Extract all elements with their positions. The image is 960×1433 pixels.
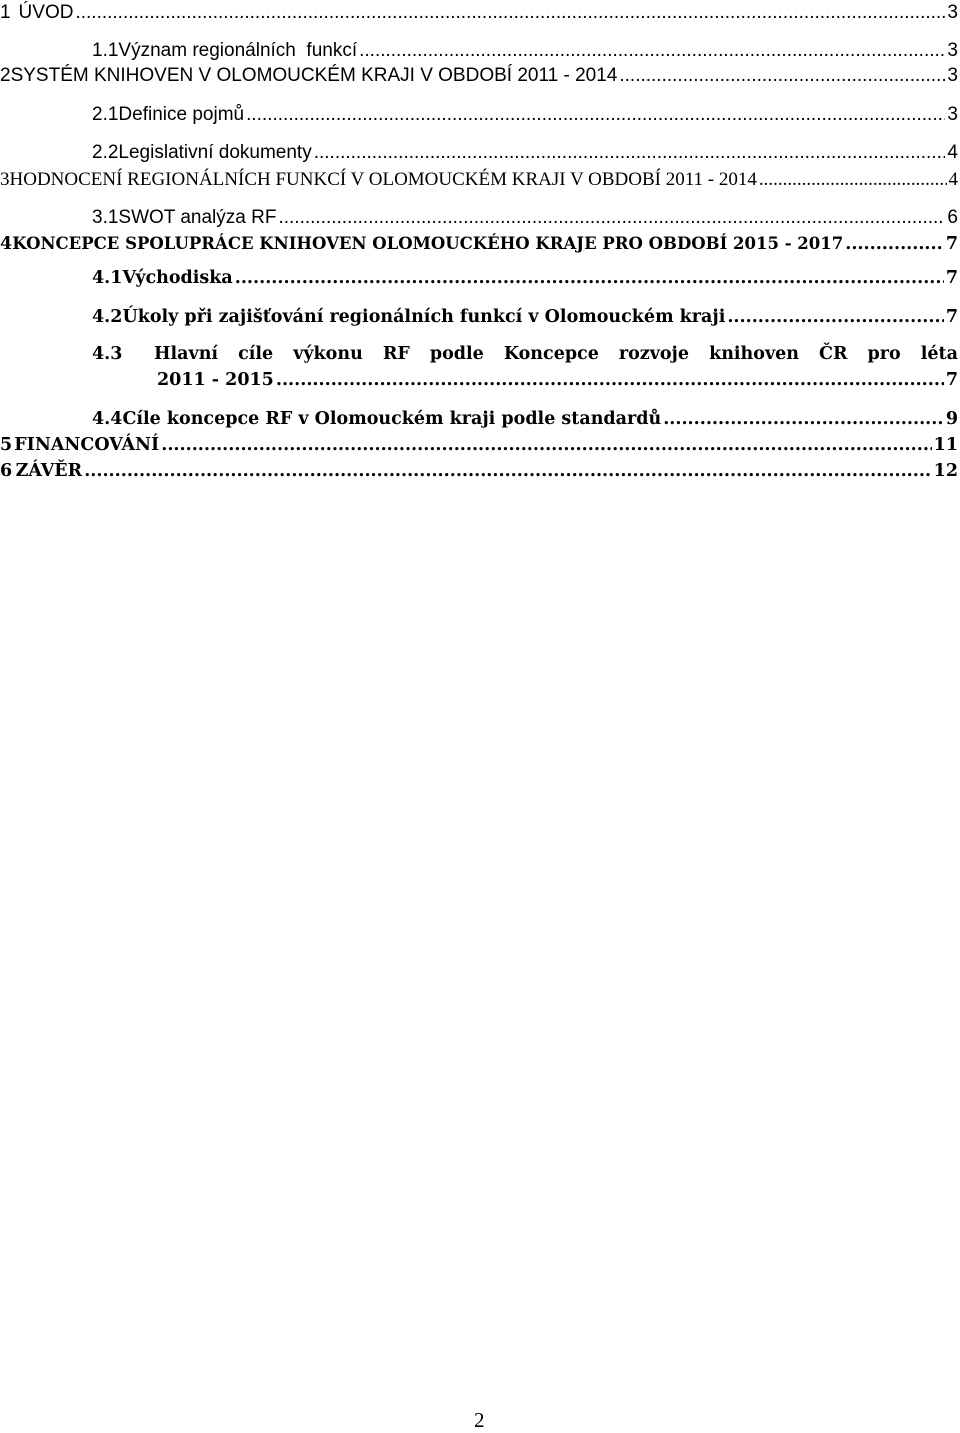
toc-entry-page: 3 bbox=[947, 2, 958, 23]
toc-entry-page: 3 bbox=[947, 104, 958, 125]
toc-dot-leader bbox=[161, 435, 931, 455]
toc-dot-leader bbox=[75, 2, 945, 24]
toc-title-word: léta bbox=[920, 344, 958, 364]
toc-dot-leader bbox=[314, 142, 946, 164]
toc-title-word: ČR bbox=[819, 344, 848, 364]
toc-title-word: Koncepce bbox=[503, 344, 599, 364]
toc-title-word: cíle bbox=[238, 344, 274, 364]
toc-entry-4[interactable] bbox=[0, 234, 958, 264]
toc-title-word: knihoven bbox=[709, 344, 799, 364]
toc-entry-number: 1.1 bbox=[92, 40, 119, 61]
toc-entry-number: 5 bbox=[0, 435, 13, 455]
toc-entry-page: 7 bbox=[945, 234, 958, 254]
toc-entry-number: 4 bbox=[0, 234, 13, 254]
toc-entry-number: 2.1 bbox=[92, 104, 119, 125]
toc-entry-number: 2 bbox=[0, 65, 11, 86]
toc-entry-2-1[interactable] bbox=[92, 104, 958, 134]
toc-entry-number-wrap bbox=[92, 344, 154, 374]
toc-entry-title: SWOT analýza RF bbox=[118, 207, 277, 228]
toc-entry-title: Definice pojmů bbox=[118, 104, 245, 125]
toc-dot-leader bbox=[278, 207, 945, 229]
toc-title-word: rozvoje bbox=[618, 344, 690, 364]
toc-entry-page: 11 bbox=[933, 435, 958, 455]
toc-entry-title: FINANCOVÁNÍ bbox=[14, 435, 160, 455]
toc-entry-title: Východiska bbox=[122, 268, 233, 288]
toc-entry-3-1[interactable] bbox=[92, 207, 958, 237]
toc-entry-page: 3 bbox=[947, 65, 958, 86]
toc-entry-number: 2.2 bbox=[92, 142, 119, 163]
toc-title-word: Hlavní bbox=[154, 344, 219, 364]
toc-entry-page: 9 bbox=[945, 409, 958, 429]
toc-entry-page: 4 bbox=[947, 142, 958, 163]
toc-entry-1[interactable] bbox=[0, 2, 958, 32]
toc-title-word: RF bbox=[382, 344, 410, 364]
toc-dot-leader bbox=[359, 40, 945, 62]
toc-entry-page: 6 bbox=[947, 207, 958, 228]
toc-dot-leader bbox=[246, 104, 945, 126]
toc-entry-2[interactable] bbox=[0, 65, 958, 95]
toc-entry-number: 6 bbox=[0, 461, 13, 481]
toc-dot-leader bbox=[845, 234, 944, 254]
toc-dot-leader bbox=[276, 370, 944, 390]
toc-dot-leader bbox=[663, 409, 944, 429]
toc-title-word: výkonu bbox=[293, 344, 363, 364]
toc-entry-title: KONCEPCE SPOLUPRÁCE KNIHOVEN OLOMOUCKÉHO KRAJE PRO OBDOBÍ 2015 - 2017 bbox=[12, 234, 844, 253]
toc-entry-number: 3.1 bbox=[92, 207, 119, 228]
toc-entry-page: 3 bbox=[947, 40, 958, 61]
toc-entry-title: Cíle koncepce RF v Olomouckém kraji podle standardů bbox=[122, 409, 662, 429]
toc-entry-page: 7 bbox=[945, 268, 958, 288]
toc-entry-title-line-2 bbox=[157, 370, 958, 400]
toc-dot-leader bbox=[235, 268, 944, 288]
toc-title-word: podle bbox=[429, 344, 484, 364]
toc-entry-2-2[interactable] bbox=[92, 142, 958, 172]
toc-entry-number: 1 bbox=[0, 2, 11, 23]
toc-entry-3[interactable] bbox=[0, 169, 958, 199]
toc-entry-page: 12 bbox=[933, 461, 958, 481]
toc-title-word: pro bbox=[867, 344, 901, 364]
toc-entry-number: 4.4 bbox=[92, 409, 123, 429]
toc-entry-title: Úkoly při zajišťování regionálních funkcí v Olomouckém kraji bbox=[122, 307, 726, 327]
toc-entry-page: 4 bbox=[948, 169, 958, 190]
toc-entry-4-1[interactable] bbox=[92, 268, 958, 298]
toc-entry-number: 4.1 bbox=[92, 268, 123, 288]
toc-entry-title: ÚVOD bbox=[18, 2, 74, 23]
toc-dot-leader bbox=[619, 65, 945, 87]
toc-entry-title: Význam regionálních funkcí bbox=[118, 40, 358, 61]
toc-entry-page: 7 bbox=[945, 370, 958, 390]
toc-dot-leader bbox=[759, 169, 947, 191]
toc-entry-number: 4.3 bbox=[92, 344, 123, 364]
toc-entry-number: 3 bbox=[0, 169, 10, 190]
toc-dot-leader bbox=[84, 461, 931, 481]
toc-entry-6[interactable] bbox=[0, 461, 958, 491]
toc-entry-title: ZÁVĚR bbox=[15, 461, 83, 481]
toc-entry-title: SYSTÉM KNIHOVEN V OLOMOUCKÉM KRAJI V OBDOBÍ 2011 - 2014 bbox=[10, 65, 618, 86]
toc-entry-4-2[interactable] bbox=[92, 307, 958, 337]
toc-entry-number: 4.2 bbox=[92, 307, 123, 327]
toc-dot-leader bbox=[727, 307, 943, 327]
toc-entry-title: HODNOCENÍ REGIONÁLNÍCH FUNKCÍ V OLOMOUCKÉM KRAJI V OBDOBÍ 2011 - 2014 bbox=[9, 169, 757, 190]
toc-entry-title-continuation: 2011 - 2015 bbox=[157, 370, 274, 390]
toc-entry-page: 7 bbox=[945, 307, 958, 327]
page-number: 2 bbox=[474, 1408, 485, 1432]
toc-entry-title: Legislativní dokumenty bbox=[118, 142, 312, 163]
